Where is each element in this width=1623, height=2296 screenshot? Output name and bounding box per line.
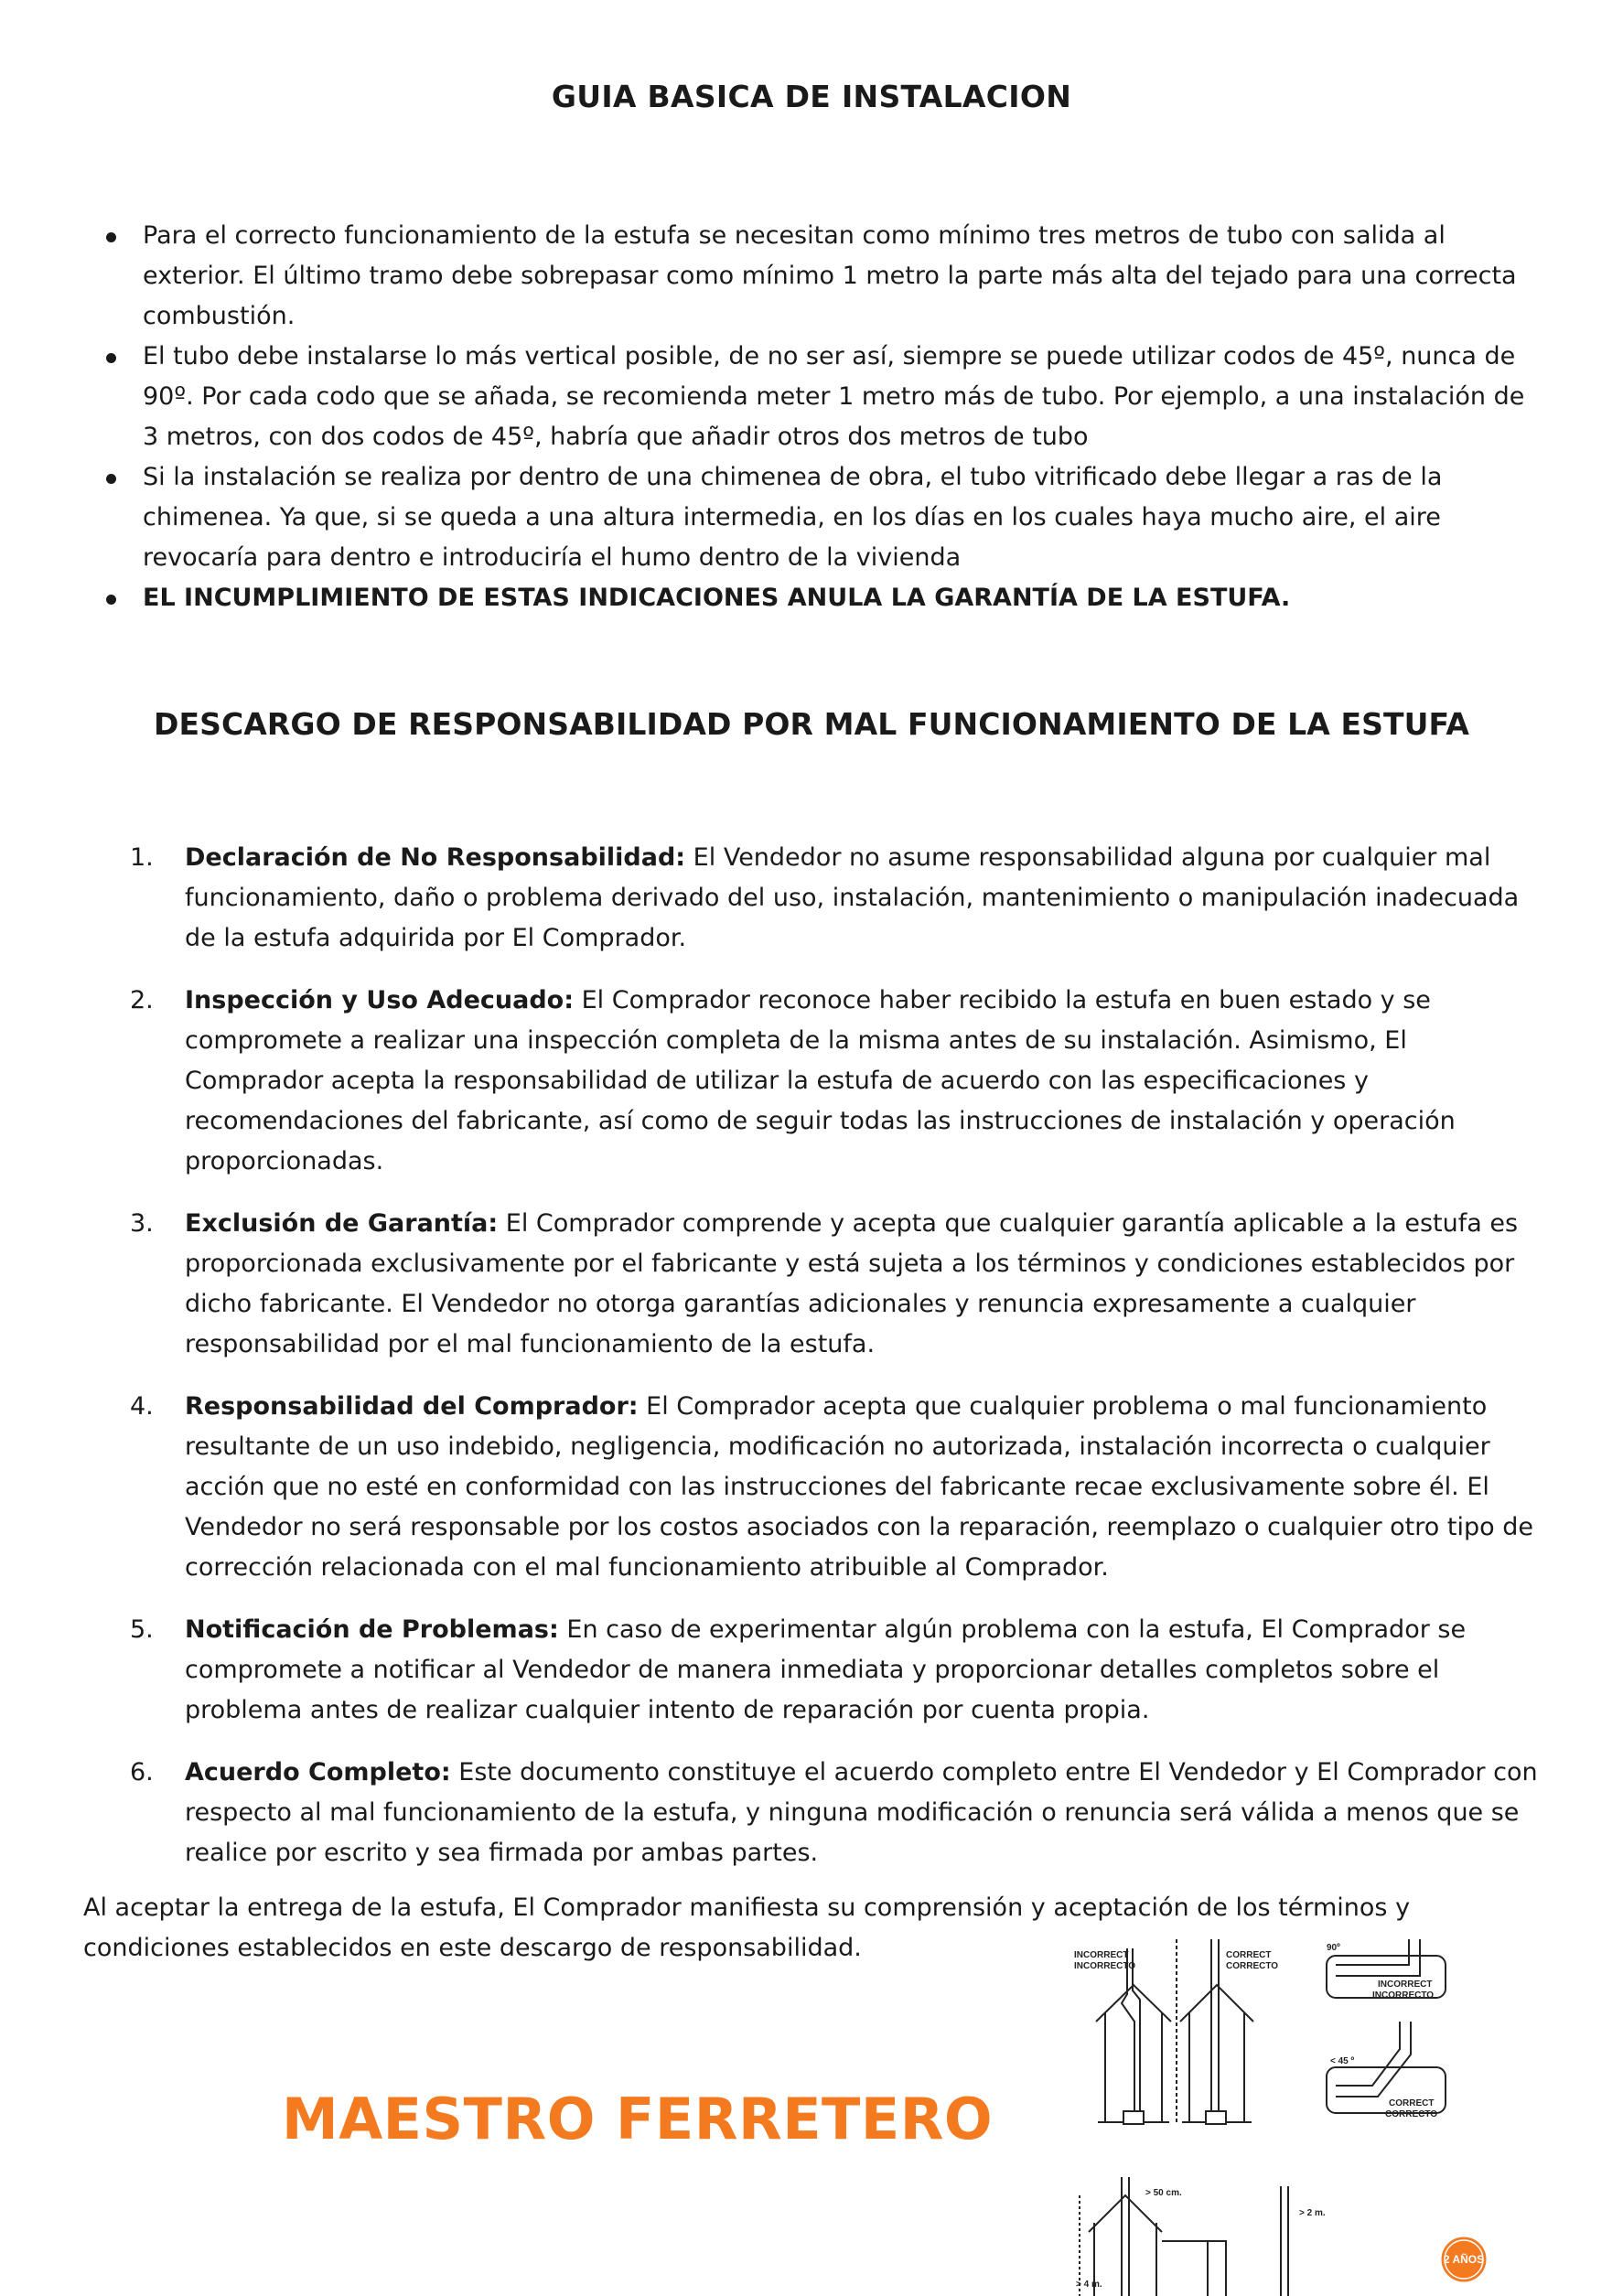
chimney-pipe-incorrect — [1122, 1948, 1140, 2113]
warranty-badge — [1440, 2236, 1488, 2283]
chimney-pipe-correct — [1211, 1939, 1219, 2113]
clause-item — [130, 1753, 1539, 1873]
label-incorrect-en: INCORRECT — [1378, 1979, 1433, 1990]
elbow-90-incorrect — [1336, 1939, 1420, 1976]
label-angle-90: 90º — [1327, 1943, 1340, 1953]
installation-diagram — [1061, 1930, 1537, 2296]
disclaimer-clause-list — [130, 838, 1539, 1895]
label-dim-4m: > 4 m. — [1076, 2280, 1102, 2290]
clause-item — [130, 1387, 1539, 1588]
label-correct-es: CORRECTO — [1385, 2109, 1438, 2119]
closing-statement: Al aceptar la entrega de la estufa, El Comprador manifiesta su comprensión y aceptación de los términos y condiciones establecidos en este descargo de responsabilidad. — [83, 1894, 1411, 1962]
clause-text: En caso de experimentar algún problema con la estufa, El Comprador se compromete a notificar al Vendedor de manera inmediata y proporcionar detalles completos sobre el problema antes de realizar cualquier intento de reparación por cuenta propia. — [185, 1615, 1467, 1724]
guide-bullet: El tubo debe instalarse lo más vertical posible, de no ser así, siempre se puede utilizar codos de 45º, nunca de 90º. Por cada codo que se añada, se recomienda meter 1 metro más de tubo. Por ejemplo, a una instalación de 3 metros, con dos codos de 45º, habría que añadir otros dos metros de tubo — [102, 337, 1548, 457]
clause-heading: Acuerdo Completo: — [185, 1758, 451, 1786]
label-dim-50cm: > 50 cm. — [1145, 2188, 1182, 2198]
guide-warning-bullet: EL INCUMPLIMIENTO DE ESTAS INDICACIONES ANULA LA GARANTÍA DE LA ESTUFA. — [102, 578, 1548, 618]
house-bottom-right — [1162, 2241, 1226, 2296]
clause-text: El Comprador comprende y acepta que cualquier garantía aplicable a la estufa es proporcionada exclusivamente por el fabricante y está sujeta a los términos y condiciones establecidos por dicho fabricante. El Vendedor no otorga garantías adicionales y renuncia expresamente a cualquier responsabilidad por el mal funcionamiento de la estufa. — [185, 1209, 1519, 1358]
brand-logo: MAESTRO FERRETERO — [282, 2086, 994, 2152]
label-incorrect-es: INCORRECTO — [1074, 1961, 1136, 1971]
clause-item — [130, 1204, 1539, 1365]
clause-heading: Exclusión de Garantía: — [185, 1209, 499, 1238]
label-correct-en: CORRECT — [1389, 2098, 1435, 2108]
label-dim-2m: > 2 m. — [1299, 2208, 1326, 2218]
house-wall-mid — [1182, 2012, 1252, 2122]
clause-number: 3. — [130, 1209, 154, 1238]
disclaimer-title: DESCARGO DE RESPONSABILIDAD POR MAL FUNCIONAMIENTO DE LA ESTUFA — [153, 706, 1470, 742]
clause-item — [130, 838, 1539, 959]
guide-bullet-list — [102, 216, 1548, 618]
label-correct-es: CORRECTO — [1226, 1961, 1279, 1971]
clause-item — [130, 1610, 1539, 1731]
clause-number: 4. — [130, 1392, 154, 1421]
stove-icon — [1206, 2111, 1226, 2124]
warranty-badge-label: 2 AÑOS — [1443, 2253, 1485, 2266]
clause-number: 6. — [130, 1758, 154, 1786]
clause-text: El Comprador reconoce haber recibido la estufa en buen estado y se compromete a realizar una inspección completa de la misma antes de su instalación. Asimismo, El Comprador acepta la responsabilidad de utilizar la estufa de acuerdo con las especificaciones y recomendaciones del fabricante, así como de seguir todas las instrucciones de instalación y operación proporcionadas. — [185, 986, 1456, 1175]
clause-text: El Vendedor no asume responsabilidad alguna por cualquier mal funcionamiento, daño o problema derivado del uso, instalación, mantenimiento o manipulación inadecuada de la estufa adquirida por El Comprador. — [185, 843, 1520, 952]
clause-heading: Declaración de No Responsabilidad: — [185, 843, 686, 872]
chimney-pipe-right — [1281, 2186, 1288, 2296]
clause-number: 2. — [130, 986, 154, 1014]
label-incorrect-es: INCORRECTO — [1372, 1990, 1435, 2001]
label-correct-en: CORRECT — [1226, 1950, 1272, 1960]
clause-text: Este documento constituye el acuerdo completo entre El Vendedor y El Comprador con respecto al mal funcionamiento de la estufa, y ninguna modificación o renuncia será válida a menos que se realice por escrito y sea firmada por ambas partes. — [185, 1758, 1538, 1867]
clause-number: 1. — [130, 843, 154, 872]
label-angle-45: < 45 º — [1330, 2056, 1355, 2066]
guide-title: GUIA BASICA DE INSTALACION — [551, 79, 1072, 114]
clause-heading: Notificación de Problemas: — [185, 1615, 559, 1644]
clause-heading: Inspección y Uso Adecuado: — [185, 986, 575, 1014]
clause-text: El Comprador acepta que cualquier problema o mal funcionamiento resultante de un uso indebido, negligencia, modificación no autorizada, instalación incorrecta o cualquier acción que no esté en conformidad con las instrucciones del fabricante recae exclusivamente sobre él. El Vendedor no será responsable por los costos asociados con la reparación, reemplazo o cualquier otro tipo de corrección relacionada con el mal funcionamiento atribuible al Comprador. — [185, 1392, 1533, 1582]
guide-bullet: Para el correcto funcionamiento de la estufa se necesitan como mínimo tres metros de tubo con salida al exterior. El último tramo debe sobrepasar como mínimo 1 metro la parte más alta del tejado para una correcta combustión. — [102, 216, 1548, 337]
stove-icon — [1123, 2111, 1144, 2124]
label-incorrect-en: INCORRECT — [1074, 1950, 1129, 1960]
clause-item — [130, 981, 1539, 1182]
clause-number: 5. — [130, 1615, 154, 1644]
guide-bullet: Si la instalación se realiza por dentro de una chimenea de obra, el tubo vitrificado debe llegar a ras de la chimenea. Ya que, si se queda a una altura intermedia, en los días en los cuales haya mucho aire, el aire revocaría para dentro e introduciría el humo dentro de la vivienda — [102, 457, 1548, 578]
house-roof-mid — [1180, 1985, 1253, 2022]
clause-heading: Responsabilidad del Comprador: — [185, 1392, 639, 1421]
